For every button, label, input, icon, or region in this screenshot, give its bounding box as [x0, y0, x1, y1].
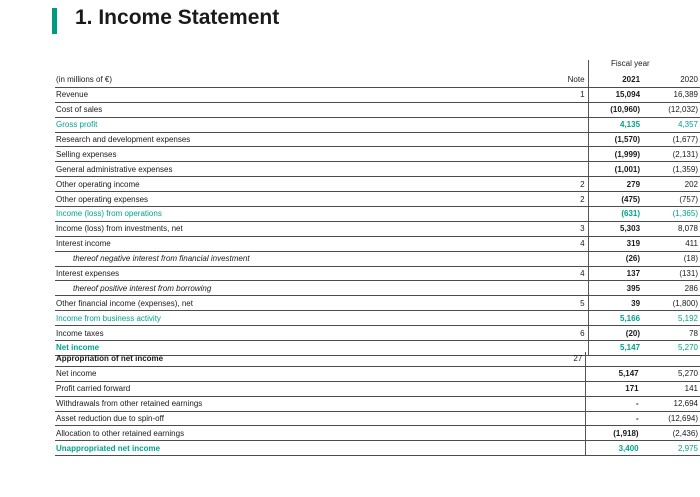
row-label: thereof positive interest from borrowing [55, 281, 534, 296]
table-row [55, 162, 700, 177]
row-value-2021: (475) [588, 192, 643, 207]
row-note [534, 162, 588, 177]
row-value-2020: 5,270 [643, 341, 700, 356]
row-value-2020: (1,365) [643, 207, 700, 222]
table-row [55, 281, 700, 296]
table-row [55, 366, 700, 381]
row-label: Net income [55, 366, 531, 381]
table-row [55, 236, 700, 251]
row-value-2020: (2,131) [643, 147, 700, 162]
row-value-2020: 16,389 [643, 87, 700, 102]
row-value-2021: 5,147 [586, 366, 642, 381]
row-label: Income taxes [55, 326, 534, 341]
row-value-2021: (26) [588, 251, 643, 266]
row-label: Withdrawals from other retained earnings [55, 396, 531, 411]
row-note: 2 [534, 177, 588, 192]
row-note: 3 [534, 221, 588, 236]
row-label: Income (loss) from operations [55, 207, 534, 222]
table-row [55, 192, 700, 207]
row-value-2020: 411 [643, 236, 700, 251]
row-value-2021: 39 [588, 296, 643, 311]
table-row [55, 147, 700, 162]
row-note [531, 396, 586, 411]
row-value-2020: 8,078 [643, 221, 700, 236]
note-column-header: Note [534, 73, 588, 87]
row-value-2021: 171 [586, 381, 642, 396]
row-label: thereof negative interest from financial investment [55, 251, 534, 266]
row-note [534, 147, 588, 162]
table-row [55, 381, 700, 396]
row-label: Research and development expenses [55, 132, 534, 147]
table-row [55, 396, 700, 411]
row-note [534, 102, 588, 117]
page-title: 1. Income Statement [75, 6, 280, 29]
row-value-2021: 5,166 [588, 311, 643, 326]
row-note [534, 207, 588, 222]
row-value-2021: (1,001) [588, 162, 643, 177]
row-label: Selling expenses [55, 147, 534, 162]
row-value-2021: (1,918) [586, 426, 642, 441]
row-value-2021: 4,135 [588, 117, 643, 132]
row-value-2021: 5,147 [588, 341, 643, 356]
row-value-2021: 319 [588, 236, 643, 251]
table-header-row [55, 73, 700, 87]
row-value-2020: 5,192 [643, 311, 700, 326]
row-value-2020: 141 [642, 381, 700, 396]
row-value-2020: 78 [643, 326, 700, 341]
row-value-2021: 137 [588, 266, 643, 281]
row-label: Income (loss) from investments, net [55, 221, 534, 236]
row-note [531, 426, 586, 441]
row-value-2021: (1,570) [588, 132, 643, 147]
table-row [55, 117, 700, 132]
row-value-2021: - [586, 411, 642, 426]
row-label: Other operating income [55, 177, 534, 192]
row-label: Asset reduction due to spin-off [55, 411, 531, 426]
units-label: (in millions of €) [55, 73, 534, 87]
row-label: Net income [55, 341, 534, 356]
row-value-2020: (1,800) [643, 296, 700, 311]
row-value-2020: 5,270 [642, 366, 700, 381]
table-row [55, 426, 700, 441]
table-row [55, 132, 700, 147]
table-row [55, 221, 700, 236]
row-value-2020: 12,694 [642, 396, 700, 411]
fiscal-year-label: Fiscal year [611, 59, 650, 68]
fiscal-year-row [55, 60, 700, 73]
row-label: Other financial income (expenses), net [55, 296, 534, 311]
row-value-2020: (12,694) [642, 411, 700, 426]
row-note [531, 441, 586, 456]
row-note: 1 [534, 87, 588, 102]
row-value-2021: (1,999) [588, 147, 643, 162]
table-row [55, 441, 700, 456]
table-row [55, 87, 700, 102]
table-row [55, 207, 700, 222]
row-note: 4 [534, 266, 588, 281]
table-row [55, 296, 700, 311]
row-value-2020: 4,357 [643, 117, 700, 132]
row-label: Revenue [55, 87, 534, 102]
row-label: Cost of sales [55, 102, 534, 117]
row-value-2021: 5,303 [588, 221, 643, 236]
row-value-2020: (757) [643, 192, 700, 207]
table-row [55, 177, 700, 192]
table-row [55, 251, 700, 266]
row-note [534, 281, 588, 296]
appropriation-table [55, 352, 700, 456]
row-value-2021: (631) [588, 207, 643, 222]
row-note [534, 117, 588, 132]
row-note [531, 366, 586, 381]
row-value-2021: 3,400 [586, 441, 642, 456]
title-accent-bar [52, 8, 57, 34]
row-value-2021: 15,094 [588, 87, 643, 102]
table-row [55, 326, 700, 341]
appropriation-title: Appropriation of net income [55, 352, 531, 366]
row-value-2021: (10,960) [588, 102, 643, 117]
row-note: 4 [534, 236, 588, 251]
table-row [55, 411, 700, 426]
row-note: 6 [534, 326, 588, 341]
row-label: Interest income [55, 236, 534, 251]
current-year-header: 2021 [588, 73, 643, 87]
row-value-2020: (2,436) [642, 426, 700, 441]
row-note [534, 311, 588, 326]
row-value-2020: (1,677) [643, 132, 700, 147]
appropriation-note: 27 [531, 352, 586, 366]
table-row [55, 102, 700, 117]
row-value-2020: (12,032) [643, 102, 700, 117]
row-label: Interest expenses [55, 266, 534, 281]
row-value-2021: 279 [588, 177, 643, 192]
row-label: Allocation to other retained earnings [55, 426, 531, 441]
row-note: 2 [534, 192, 588, 207]
row-label: Unappropriated net income [55, 441, 531, 456]
table-row [55, 311, 700, 326]
row-value-2020: 202 [643, 177, 700, 192]
row-note: 5 [534, 296, 588, 311]
row-note [531, 381, 586, 396]
income-statement-table [55, 60, 700, 356]
row-note [534, 132, 588, 147]
row-label: Profit carried forward [55, 381, 531, 396]
row-value-2021: (20) [588, 326, 643, 341]
prior-year-header: 2020 [643, 73, 700, 87]
row-note [534, 251, 588, 266]
row-value-2021: - [586, 396, 642, 411]
row-value-2020: 286 [643, 281, 700, 296]
row-value-2020: (18) [643, 251, 700, 266]
appropriation-header-row [55, 352, 700, 366]
row-value-2021: 395 [588, 281, 643, 296]
row-value-2020: 2,975 [642, 441, 700, 456]
table-row [55, 266, 700, 281]
row-label: Other operating expenses [55, 192, 534, 207]
row-value-2020: (1,359) [643, 162, 700, 177]
row-label: Gross profit [55, 117, 534, 132]
row-label: Income from business activity [55, 311, 534, 326]
row-value-2020: (131) [643, 266, 700, 281]
row-note [531, 411, 586, 426]
row-label: General administrative expenses [55, 162, 534, 177]
